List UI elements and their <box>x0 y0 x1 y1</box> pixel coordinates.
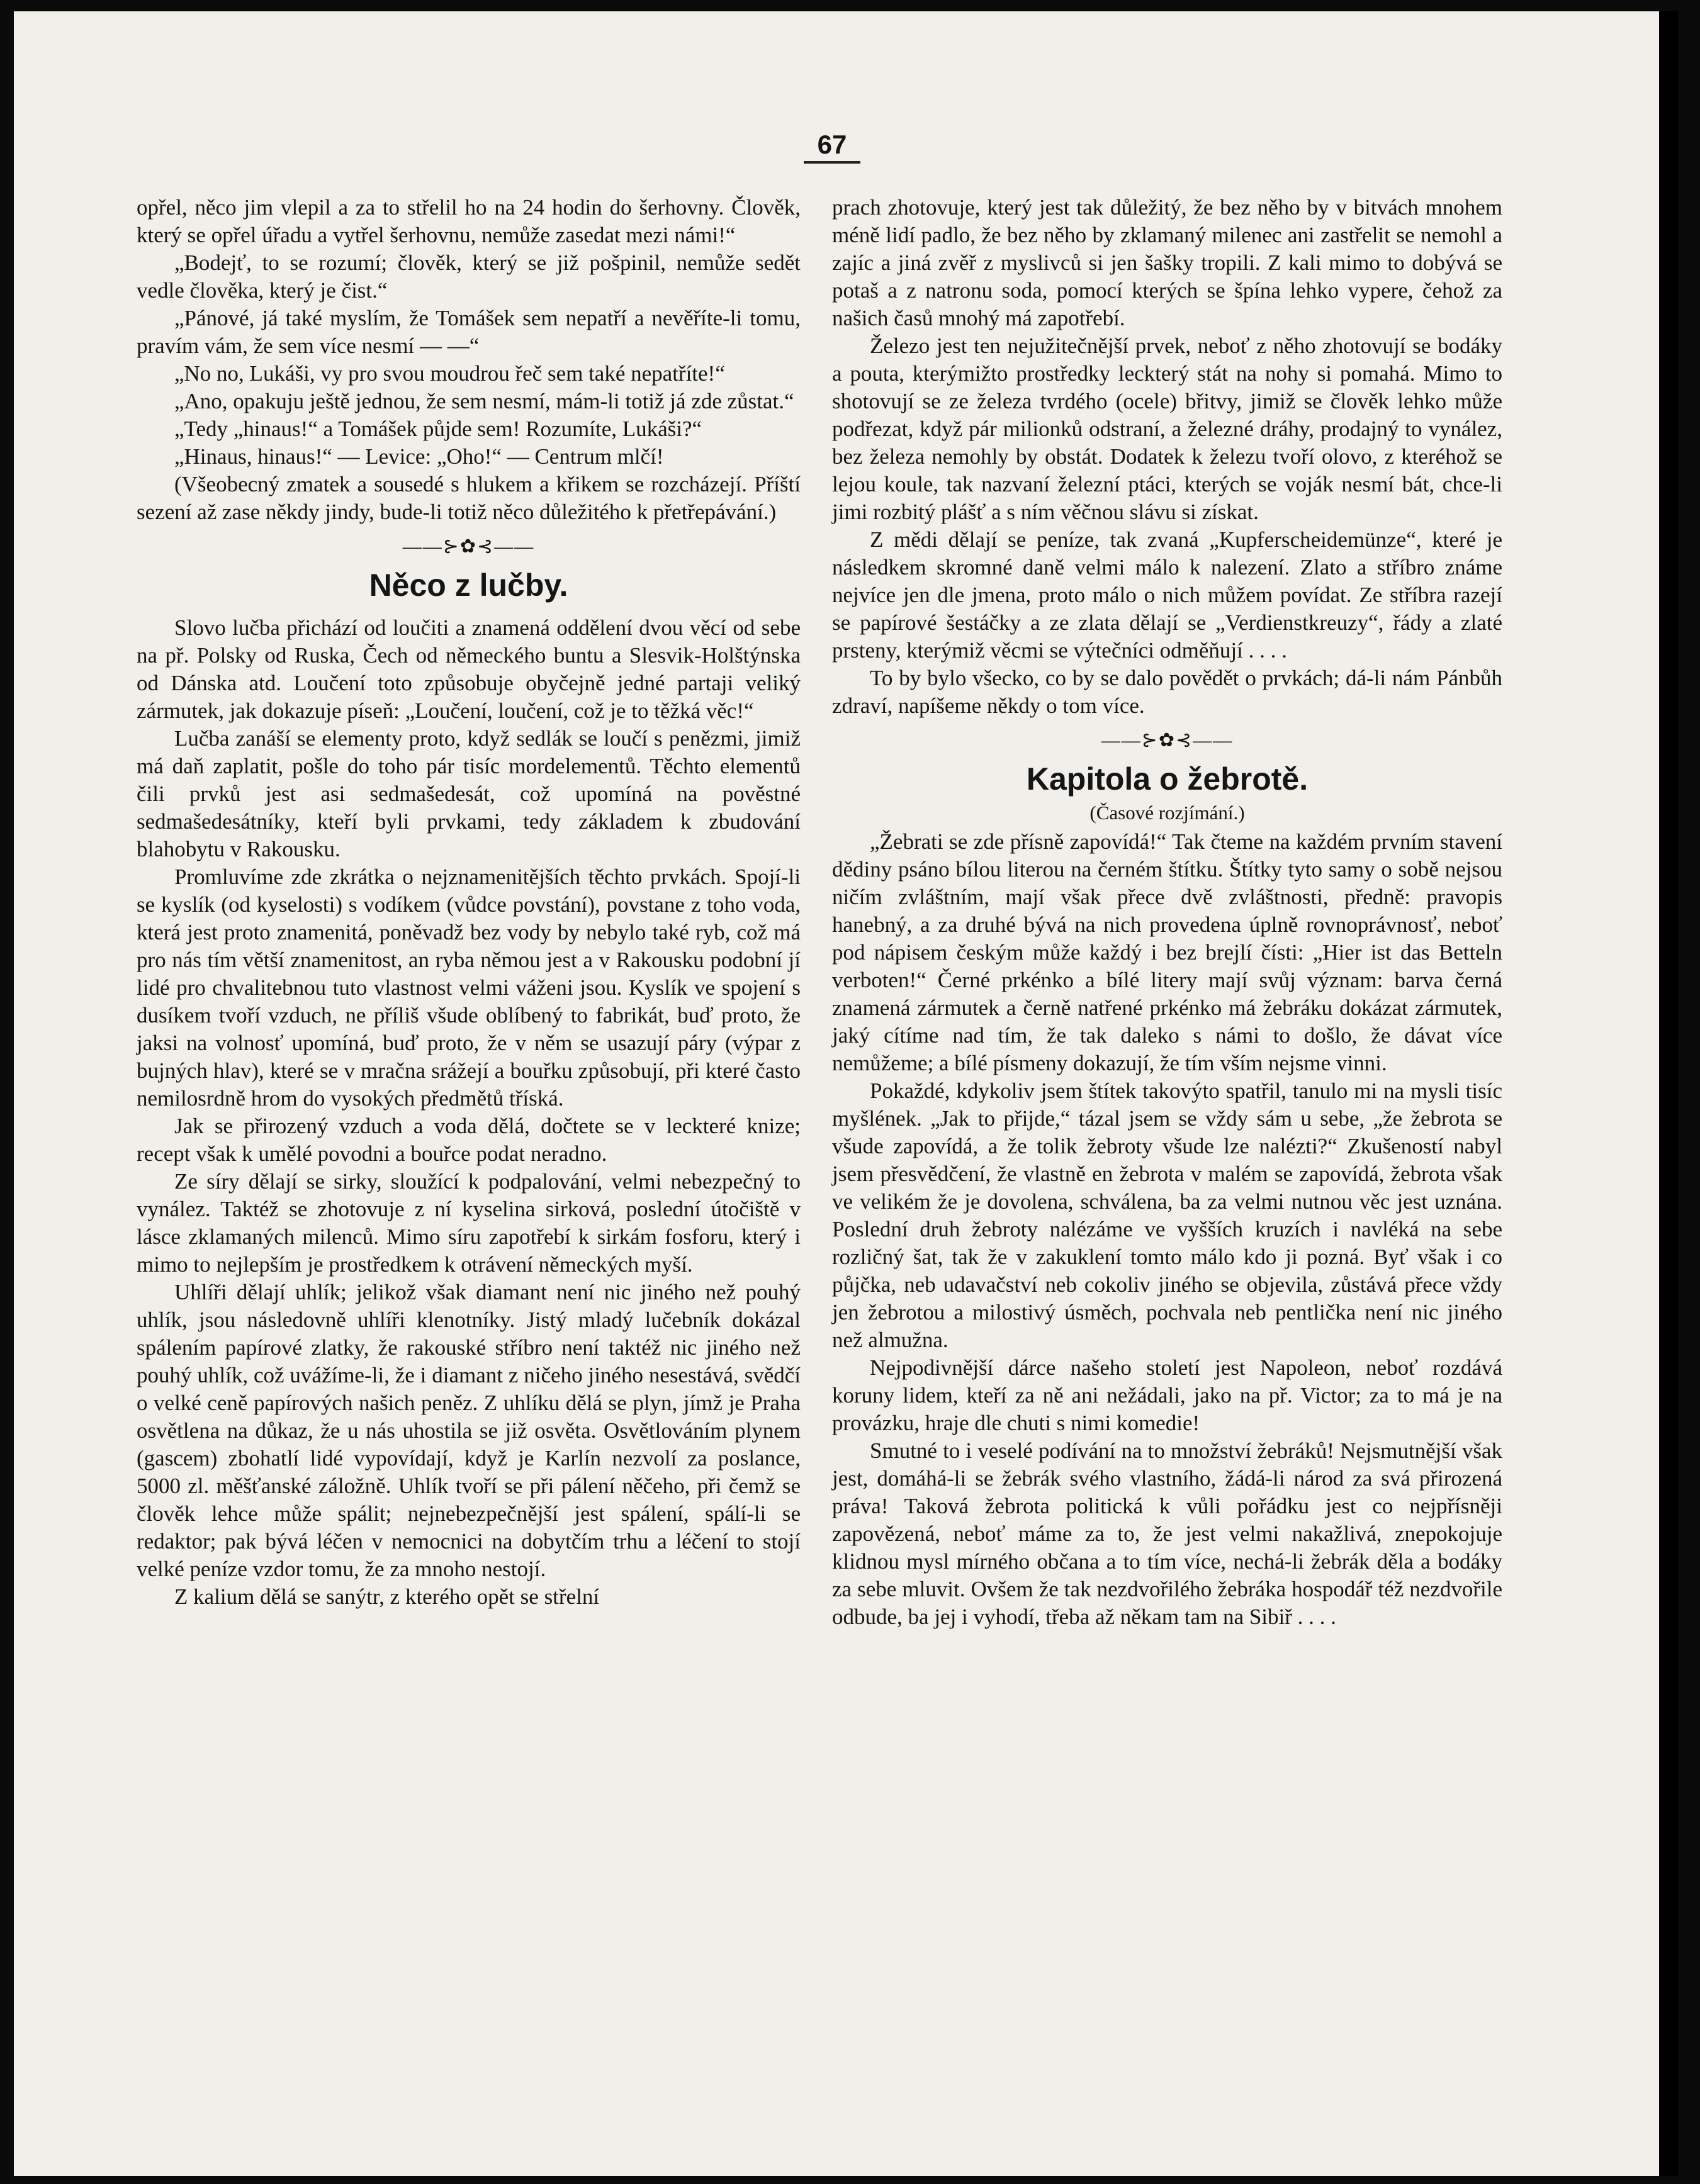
paragraph: Železo jest ten nejužitečnější prvek, neboť z něho zhotovují se bodáky a pouta, kterýmižto prostředky leckterý stát na nohy si pomahá. Mimo to shotovují se ze železa tvrdého (ocele) břitvy, jimiž se člověk lehko může podřezat, když pár milionků odstraní, a železné dráhy, prodajný to vynález, bez železa nemohly by obstát. Dodatek k železu tvoří olovo, z kteréhož se lejou koule, tak nazvaní železní ptáci, kterých se voják nesmí bát, chce-li jimi rozbitý plášť a s ním věčnou slávu si získat. <box>832 333 1502 524</box>
paragraph: Pokaždé, kdykoliv jsem štítek takovýto spatřil, tanulo mi na mysli tisíc myšlének. „Jak to přijde,“ tázal jsem se vždy sám u sebe, „že žebrota se všude zapovídá, a že tolik žebroty všude lze nalézti?“ Zkušeností nabyl jsem přesvědčení, že vlastně en žebrota v malém se zapovídá, žebrota však ve velikém že je dovolena, schválena, ba za velmi nutnou věc jest uznána. Poslední druh žebroty nalézáme ve vyšších kruzích i navléká na sebe rozličný šat, tak že v zakuklení tomto málo kdo ji pozná. Byť však i co půjčka, neb udavačství neb cokoliv jiného se objevila, zůstává přece vždy jen žebrotou a milostivý úsměch, pochvala neb pentlička není nic jiného než almužna. <box>832 1078 1502 1352</box>
paragraph: „Bodejť, to se rozumí; člověk, který se již pošpinil, nemůže sedět vedle člověka, který je čist.“ <box>137 250 801 303</box>
paragraph: „Ano, opakuju ještě jednou, že sem nesmí, mám-li totiž já zde zůstat.“ <box>174 389 794 413</box>
paragraph: prach zhotovuje, který jest tak důležitý, že bez něho by v bitvách mnohem méně lidí padlo, že bez něho by zklamaný milenec ani zastřelit se nemohl a zajíc a jiná zvěř z myslivců si jen šašky tropili. Z kali mimo to dobývá se potaš a z natronu soda, pomocí kterých se špína lehko vypere, čehož za našich časů mnohý má zapotřebí. <box>832 195 1502 330</box>
paragraph: Promluvíme zde zkrátka o nejznamenitějších těchto prvkách. Spojí-li se kyslík (od kyselosti) s vodíkem (vůdce povstání), povstane z toho voda, která jest proto znamenitá, poněvadž bez vody by nebylo také ryb, což má pro nás tím větší znamenitost, an ryba němou jest a v Rakousku podobní jí lidé pro chvalitebnou tuto vlastnost velmi váženi jsou. Kyslík ve spojení s dusíkem tvoří vzduch, ne příliš všude oblíbený to fabrikát, buď proto, že jaksi na volnosť upomíná, buď proto, že v něm se usazují páry (výpar z bujných hlav), které se v mračna srážejí a bouřku způsobují, při které často nemilosrdně hrom do vysokých předmětů tříská. <box>137 865 801 1111</box>
paragraph: „Hinaus, hinaus!“ — Levice: „Oho!“ — Centrum mlčí! <box>174 444 664 469</box>
paragraph: (Všeobecný zmatek a sousedé s hlukem a křikem se rozcházejí. Příští sezení až zase někdy jindy, bude-li totiž něco důležitého k přetřepávání.) <box>137 472 801 524</box>
paragraph: Ze síry dělají se sirky, sloužící k podpalování, velmi nebezpečný to vynález. Taktéž se zhotovuje z ní kyselina sirková, poslední útočiště v lásce zklamaných milenců. Mimo síru zapotřebí k sirkám fosforu, který i mimo to nejlepším je prostředkem k otrávení německých myší. <box>137 1169 801 1277</box>
article-title: Něco z lučby. <box>369 568 568 603</box>
article-subtitle: (Časové rozjímání.) <box>1089 802 1245 824</box>
paragraph: Jak se přirozený vzduch a voda dělá, dočtete se v leckteré knize; recept však k umělé povodni a bouřce podat neradno. <box>137 1114 801 1166</box>
paragraph: Uhlíři dělají uhlík; jelikož však diamant není nic jiného než pouhý uhlík, jsou následovně uhlíři klenotníky. Jistý mladý lučebník dokázal spálením papírové zlatky, že rakouské stříbro není taktéž nic jiného než pouhý uhlík, což uvážíme-li, že i diamant z ničeho jiného nesestává, svědčí o velké ceně papírových našich peněz. Z uhlíku dělá se plyn, jímž je Praha osvětlena na důkaz, že u nás uhostila se již osvěta. Osvětlováním plynem (gascem) zbohatlí lidé vypovídají, když je Karlín nezvolí za poslance, 5000 zl. měšťanské záložně. Uhlík tvoří se při pálení něčeho, při čemž se člověk lehce může spálit; nejnebezpečnější jest spálení, spálí-li se redaktor; pak bývá léčen v nemocnici na dobytčím trhu a léčení to stojí velké peníze vzdor tomu, že za mnoho nestojí. <box>137 1280 801 1581</box>
paragraph: Z mědi dělají se peníze, tak zvaná „Kupferscheidemünze“, které je následkem skromné daně velmi málo k nalezení. Zlato a stříbro známe nejvíce jen dle jmena, proto málo o nich můžem povídat. Ze stříbra razejí se papírové šestáčky a ze zlata dělají se „Verdienstkreuzy“, řády a zlaté prsteny, kterýmiž věcmi se výtečníci odměňují . . . . <box>832 527 1502 663</box>
paragraph: „Pánové, já také myslím, že Tomášek sem nepatří a nevěříte-li tomu, pravím vám, že sem více nesmí — —“ <box>137 306 801 358</box>
paragraph: To by bylo všecko, co by se dalo povědět o prvkách; dá-li nám Pánbůh zdraví, napíšeme někdy o tom více. <box>832 666 1502 718</box>
paragraph: Slovo lučba přichází od loučiti a znamená oddělení dvou věcí od sebe na př. Polsky od Ruska, Čech od německého buntu a Slesvik-Holštýnska od Dánska atd. Loučení toto způsobuje obyčejně jedné partaji veliký zármutek, jak dokazuje píseň: „Loučení, loučení, což je to těžká věc!“ <box>137 615 801 723</box>
scan-edge <box>1659 11 1678 2176</box>
section-ornament: ——⊱✿⊰—— <box>1101 730 1234 751</box>
paragraph: „Tedy „hinaus!“ a Tomášek půjde sem! Rozumíte, Lukáši?“ <box>174 417 702 441</box>
paragraph: opřel, něco jim vlepil a za to střelil ho na 24 hodin do šerhovny. Člověk, který se opřel úřadu a vytřel šerhovnu, nemůže zasedat mezi námi!“ <box>137 195 801 247</box>
section-ornament: ——⊱✿⊰—— <box>402 536 535 557</box>
newspaper-page <box>14 11 1678 2176</box>
paragraph: Z kalium dělá se sanýtr, z kterého opět se střelní <box>174 1584 600 1609</box>
paragraph: Nejpodivnější dárce našeho století jest Napoleon, neboť rozdává koruny lidem, kteří za ně ani nežádali, jako na př. Victor; za to má je na provázku, hraje dle chuti s nimi komedie! <box>832 1355 1502 1435</box>
right-column <box>832 194 1502 1631</box>
paragraph: Lučba zanáší se elementy proto, když sedlák se loučí s penězmi, jimiž má daň zaplatit, pošle do toho pár tisíc mordelementů. Těchto elementů čili prvků jest asi sedmašedesát, což upomíná na pověstné sedmašedesátníky, kteří byli prvkami, tedy základem k zbudování blahobytu v Rakousku. <box>137 726 801 861</box>
paragraph: „Žebrati se zde přísně zapovídá!“ Tak čteme na každém prvním stavení dědiny psáno bílou literou na černém štítku. Štítky tyto samy o sobě nejsou ničím zvláštním, mají však přece dvě zvláštnosti, předně: pravopis hanebný, a za druhé bývá na nich provedena úplně rovnoprávnosť, neboť pod nápisem českým může každý i bez brejlí čísti: „Hier ist das Betteln verboten!“ Černé prkénko a bílé litery mají svůj význam: barva černá znamená zármutek a černě natřené prkénko má žebráku dokázat zármutek, jaký cítíme nad tím, že tak daleko s námi to došlo, že dávat více nemůžeme; a bílé písmeny dokazují, že tím vším nejsme vinni. <box>832 829 1502 1075</box>
left-column <box>137 194 801 1611</box>
paragraph: Smutné to i veselé podívání na to množství žebráků! Nejsmutnější však jest, domáhá-li se žebrák svého vlastního, žádá-li národ za svá přirozená práva! Taková žebrota politická k vůli pořádku jest co nejpřísněji zapovězená, neboť máme za to, že jest velmi nakažlivá, znepokojuje klidnou mysl mírného občana a to tím více, nechá-li žebrák děla a bodáky za sebe mluvit. Ovšem že tak nezdvořilého žebráka hospodář též nezdvořile odbude, ba jej i vyhodí, třeba až někam tam na Sibiř . . . . <box>832 1438 1502 1629</box>
paragraph: „No no, Lukáši, vy pro svou moudrou řeč sem také nepatříte!“ <box>174 361 725 386</box>
article-title: Kapitola o žebrotě. <box>1026 761 1309 797</box>
page-number: 67 <box>804 128 860 164</box>
